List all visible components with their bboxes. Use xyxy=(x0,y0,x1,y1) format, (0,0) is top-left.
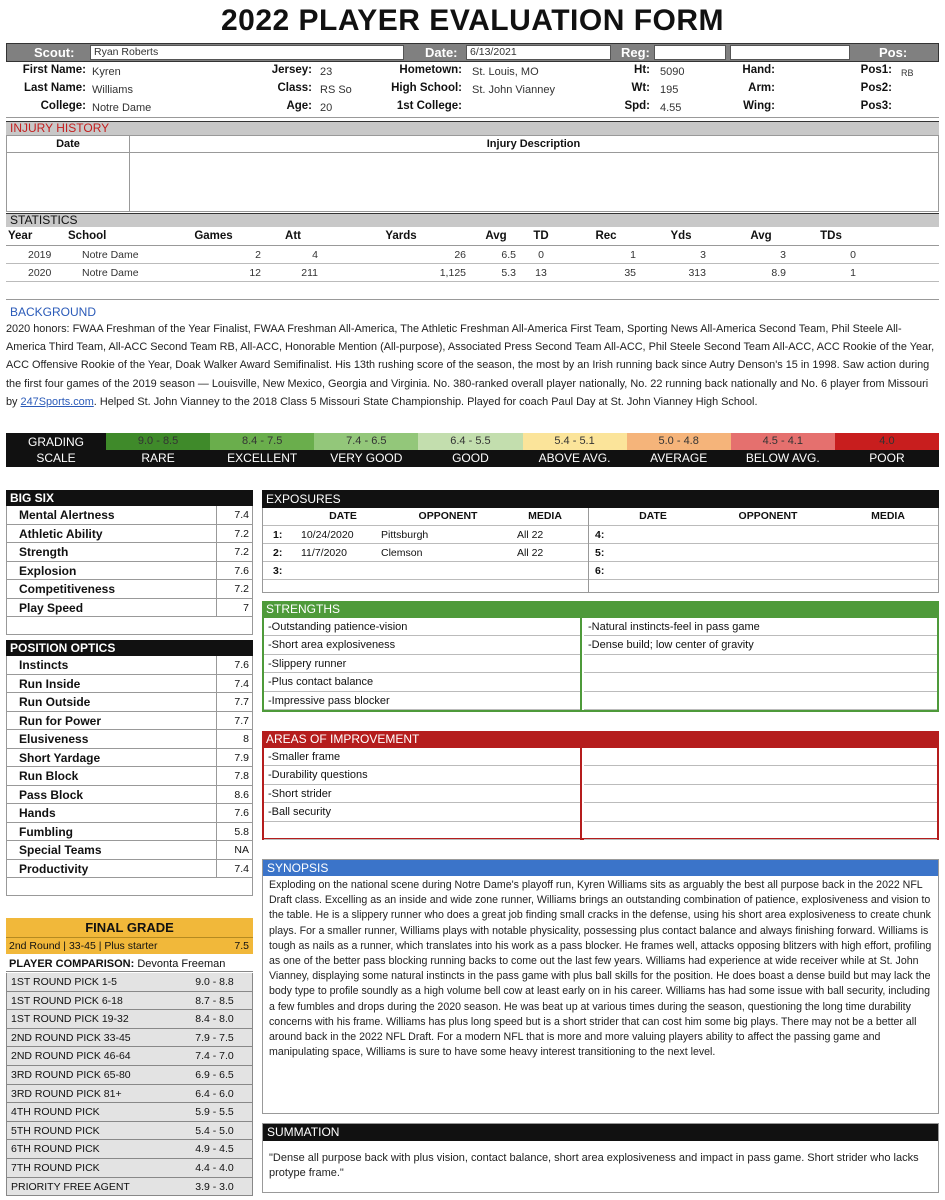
summation-panel xyxy=(262,1123,939,1193)
score-row xyxy=(7,712,252,731)
stats-cell: 35 xyxy=(624,267,636,279)
trait-score: 7.8 xyxy=(234,770,249,782)
first-college-label: 1st College: xyxy=(396,100,462,112)
draft-pick-range: 6.9 - 6.5 xyxy=(195,1068,234,1081)
draft-pick-row xyxy=(7,1085,252,1104)
trait-score: 7.6 xyxy=(234,807,249,819)
stats-cell: Notre Dame xyxy=(82,267,139,279)
trait-name: Elusiveness xyxy=(7,730,217,748)
stats-cell: 26 xyxy=(454,249,466,261)
score-row xyxy=(7,506,252,525)
grade-name: ABOVE AVG. xyxy=(523,450,627,467)
stats-cell: 1 xyxy=(630,249,636,261)
grade-scale-item xyxy=(731,433,835,467)
class-value: RS So xyxy=(320,84,352,96)
trait-name: Run for Power xyxy=(7,712,217,730)
exposure-media: All 22 xyxy=(517,529,544,541)
grade-name: AVERAGE xyxy=(627,450,731,467)
background-text-after: . Helped St. John Vianney to the 2018 Class 5 Missouri State Championship. Played for coach Paul Day at St. John Vianney High School. xyxy=(93,395,758,408)
big-six-panel xyxy=(6,490,253,635)
stats-cell: 313 xyxy=(688,267,706,279)
trait-name: Play Speed xyxy=(7,599,217,617)
position-optics-title: POSITION OPTICS xyxy=(6,640,253,656)
player-comparison-value: Devonta Freeman xyxy=(137,958,226,970)
stats-cell: Notre Dame xyxy=(82,249,139,261)
grade-scale-item xyxy=(210,433,314,467)
draft-pick-round: 4TH ROUND PICK xyxy=(11,1106,100,1119)
reg-label: Reg: xyxy=(621,45,650,60)
stats-cell: 2019 xyxy=(28,249,52,261)
trait-score: 7.2 xyxy=(234,583,249,595)
grade-scale-item xyxy=(314,433,418,467)
grade-scale-item xyxy=(106,433,210,467)
trait-score: NA xyxy=(234,844,249,856)
draft-pick-range: 9.0 - 8.8 xyxy=(195,976,234,988)
reg-field[interactable] xyxy=(654,45,726,60)
draft-pick-round: 7TH ROUND PICK xyxy=(11,1161,100,1174)
stats-cell: 5.3 xyxy=(501,267,516,279)
draft-pick-range: 4.9 - 4.5 xyxy=(195,1143,234,1156)
improvement-item xyxy=(264,822,580,840)
injury-date-header: Date xyxy=(56,138,80,150)
draft-pick-row xyxy=(7,973,252,992)
hometown-value: St. Louis, MO xyxy=(472,66,539,78)
synopsis-text: Exploding on the national scene during Notre Dame's playoff run, Kyren Williams sits as arguably the best all purpose back in the 2022 NFL Draft class. Excelling as an inside and wide zone runner, Williams brings an outstanding combination of patience, explosiveness and vision to the table. He is a slippery runner who does a great job finding small cracks in the defense, using his short area explosiveness to create chunk plays. For a smaller runner, Williams plays with notable physicality, possessing plus contact balance and always finishing forward. Williams is tough as nails as a runner, which translates into his work as a pass blocker. He frames well, attacks opposing blitzers with high effort, profiling as one of the better pass blocking running backs to come out the last few years. Williams had experience at wide receiver while at St. John Vianney, displaying some natural instincts in the pass game with plus ball skills for the position. He does boast a dense build but may lack the body type to profile soundly as a high volume bell cow at least early on in his career. Williams has had some issue with ball security, including a few fumbles and drops during the 2020 season. He was beat up at various times during the season, questioning the long time durability concerns with his frame. Williams has plus long speed but is a short strider that can cost him some big plays. There may not be a better all around back in the 2022 NFL Draft. For a modern NFL that is more and more valuing players ability to affect the passing game and manipulating space, Williams is sure to have some heavy interest transitioning to the next level. xyxy=(269,879,932,1059)
improvement-item: -Smaller frame xyxy=(264,748,580,766)
trait-name: Athletic Ability xyxy=(7,525,217,543)
stats-cell: 3 xyxy=(780,249,786,261)
first-name-value: Kyren xyxy=(92,66,121,78)
player-comparison xyxy=(6,956,253,972)
draft-pick-round: 1ST ROUND PICK 1-5 xyxy=(11,976,117,988)
strengths-item: -Natural instincts-feel in pass game xyxy=(584,618,937,636)
scout-field[interactable]: Ryan Roberts xyxy=(90,45,404,60)
stats-cell: 8.9 xyxy=(771,267,786,279)
strengths-item: -Short area explosiveness xyxy=(264,636,580,654)
stats-cell: 3 xyxy=(700,249,706,261)
exposure-header: MEDIA xyxy=(528,510,562,522)
strengths-item xyxy=(584,692,937,710)
score-row xyxy=(7,543,252,562)
grading-scale-label xyxy=(6,433,106,467)
stats-cell: 12 xyxy=(249,267,261,279)
score-row xyxy=(7,656,252,675)
draft-pick-round: 3RD ROUND PICK 65-80 xyxy=(11,1068,131,1081)
stats-cell: 6.5 xyxy=(501,249,516,261)
pos3-label: Pos3: xyxy=(860,100,892,112)
strengths-item xyxy=(584,655,937,673)
stats-cell: 211 xyxy=(301,267,318,279)
draft-pick-range: 4.4 - 4.0 xyxy=(195,1161,234,1174)
score-row xyxy=(7,767,252,786)
draft-pick-range: 6.4 - 6.0 xyxy=(195,1087,234,1100)
improvement-item xyxy=(584,822,937,840)
high-school-label: High School: xyxy=(391,82,462,94)
stats-header-1: School xyxy=(68,230,107,242)
grade-range: 7.4 - 6.5 xyxy=(314,433,418,450)
improvement-item: -Durability questions xyxy=(264,766,580,784)
pos1-label: Pos1: xyxy=(860,64,892,76)
score-row xyxy=(7,693,252,712)
improvement-item xyxy=(584,785,937,803)
exposure-num: 4: xyxy=(595,529,605,541)
summation-text: "Dense all purpose back with plus vision, contact balance, short area explosiveness and impact in pass game. Short strider who lacks protype frame." xyxy=(269,1152,919,1179)
wing-label: Wing: xyxy=(743,100,775,112)
grading-label-top: GRADING xyxy=(27,435,84,449)
trait-score: 7.4 xyxy=(234,677,249,690)
draft-pick-row xyxy=(7,1010,252,1029)
stats-header-5: Avg xyxy=(485,230,507,242)
improvement-title: AREAS OF IMPROVEMENT xyxy=(262,731,939,748)
trait-score: 7 xyxy=(243,601,249,614)
exposure-num: 6: xyxy=(595,565,605,577)
strengths-item: -Plus contact balance xyxy=(264,673,580,691)
synopsis-panel xyxy=(262,859,939,1114)
draft-pick-table xyxy=(6,973,253,1196)
extra-field[interactable] xyxy=(730,45,850,60)
draft-pick-range: 7.9 - 7.5 xyxy=(195,1031,234,1044)
exposures-panel xyxy=(262,490,939,593)
trait-score: 7.2 xyxy=(234,546,249,558)
injury-table xyxy=(6,135,939,212)
trait-name: Fumbling xyxy=(7,823,217,841)
stats-cell: 0 xyxy=(850,249,856,261)
draft-pick-range: 3.9 - 3.0 xyxy=(195,1180,234,1193)
high-school-value: St. John Vianney xyxy=(472,84,555,96)
grade-name: POOR xyxy=(835,450,939,467)
injury-history-title: INJURY HISTORY xyxy=(6,121,939,135)
stats-header-7: Rec xyxy=(595,230,617,242)
draft-pick-row xyxy=(7,1178,252,1197)
last-name-label: Last Name: xyxy=(24,82,86,94)
score-row xyxy=(7,730,252,749)
jersey-value: 23 xyxy=(320,66,333,78)
trait-score: 7.4 xyxy=(234,862,249,875)
strengths-item: -Slippery runner xyxy=(264,655,580,673)
background-title: BACKGROUND xyxy=(10,305,97,319)
draft-pick-round: 1ST ROUND PICK 6-18 xyxy=(11,994,123,1007)
score-row xyxy=(7,525,252,544)
hand-label: Hand: xyxy=(742,64,775,76)
trait-name: Run Block xyxy=(7,767,217,785)
score-row xyxy=(7,841,252,860)
draft-pick-row xyxy=(7,1103,252,1122)
grading-scale xyxy=(6,433,939,467)
exposure-num: 3: xyxy=(273,565,283,577)
exposure-header: DATE xyxy=(329,510,357,522)
grade-range: 8.4 - 7.5 xyxy=(210,433,314,450)
grade-name: RARE xyxy=(106,450,210,467)
draft-pick-round: 3RD ROUND PICK 81+ xyxy=(11,1087,122,1100)
draft-pick-range: 8.4 - 8.0 xyxy=(195,1013,234,1026)
pos1-value: RB xyxy=(901,68,914,78)
score-row xyxy=(7,823,252,842)
statistics-title: STATISTICS xyxy=(6,213,939,227)
position-optics-panel xyxy=(6,640,253,896)
draft-pick-round: 6TH ROUND PICK xyxy=(11,1143,100,1156)
grade-range: 9.0 - 8.5 xyxy=(106,433,210,450)
date-field[interactable]: 6/13/2021 xyxy=(466,45,611,60)
stats-header-8: Yds xyxy=(670,230,692,242)
exposure-header: OPPONENT xyxy=(738,510,798,522)
strengths-item: -Impressive pass blocker xyxy=(264,692,580,710)
statistics-table xyxy=(6,228,939,300)
college-value: Notre Dame xyxy=(92,102,152,114)
injury-desc-header: Injury Description xyxy=(486,138,581,150)
exposure-header: DATE xyxy=(639,510,667,522)
score-row xyxy=(7,580,252,599)
pos2-label: Pos2: xyxy=(860,82,892,94)
first-name-label: First Name: xyxy=(22,64,86,76)
draft-pick-round: PRIORITY FREE AGENT xyxy=(11,1180,130,1193)
exposures-title: EXPOSURES xyxy=(262,490,939,508)
trait-score: 8 xyxy=(243,733,249,745)
grade-range: 4.5 - 4.1 xyxy=(731,433,835,450)
grade-name: EXCELLENT xyxy=(210,450,314,467)
age-label: Age: xyxy=(286,100,312,112)
trait-name: Instincts xyxy=(7,656,217,674)
exposure-header: MEDIA xyxy=(871,510,905,522)
big-six-title: BIG SIX xyxy=(6,490,253,506)
draft-pick-range: 5.9 - 5.5 xyxy=(195,1106,234,1119)
improvement-item xyxy=(584,803,937,821)
trait-score: 7.7 xyxy=(234,696,249,708)
improvement-panel xyxy=(262,731,939,840)
trait-name: Mental Alertness xyxy=(7,506,217,524)
stats-header-3: Att xyxy=(285,230,301,242)
improvement-item xyxy=(584,748,937,766)
score-row xyxy=(7,860,252,879)
grade-scale-item xyxy=(523,433,627,467)
trait-score: 7.2 xyxy=(234,527,249,540)
draft-pick-row xyxy=(7,1066,252,1085)
stats-header-10: TDs xyxy=(820,230,842,242)
arm-label: Arm: xyxy=(748,82,775,94)
age-value: 20 xyxy=(320,102,333,114)
grade-range: 6.4 - 5.5 xyxy=(418,433,522,450)
ht-label: Ht: xyxy=(634,64,650,76)
draft-pick-round: 2ND ROUND PICK 33-45 xyxy=(11,1031,131,1044)
stats-cell: 1 xyxy=(850,267,856,279)
background-text xyxy=(6,320,939,432)
final-grade-row xyxy=(6,937,253,954)
draft-pick-range: 7.4 - 7.0 xyxy=(195,1050,234,1063)
score-row xyxy=(7,562,252,581)
stats-cell: 4 xyxy=(312,249,318,261)
strengths-item: -Dense build; low center of gravity xyxy=(584,636,937,654)
grade-name: BELOW AVG. xyxy=(731,450,835,467)
draft-pick-row xyxy=(7,1159,252,1178)
summation-title: SUMMATION xyxy=(263,1124,938,1141)
trait-name: Short Yardage xyxy=(7,749,217,767)
draft-pick-range: 5.4 - 5.0 xyxy=(195,1124,234,1137)
spd-value: 4.55 xyxy=(660,102,682,114)
draft-pick-round: 5TH ROUND PICK xyxy=(11,1124,100,1137)
improvement-item xyxy=(584,766,937,784)
grade-range: 4.0 xyxy=(835,433,939,450)
trait-score: 7.6 xyxy=(234,564,249,577)
strengths-title: STRENGTHS xyxy=(262,601,939,618)
improvement-item: -Ball security xyxy=(264,803,580,821)
trait-score: 7.9 xyxy=(234,751,249,764)
draft-pick-row xyxy=(7,1047,252,1066)
last-name-value: Williams xyxy=(92,84,133,96)
draft-pick-range: 8.7 - 8.5 xyxy=(195,994,234,1007)
stats-cell: 13 xyxy=(535,267,547,279)
draft-pick-round: 1ST ROUND PICK 19-32 xyxy=(11,1013,129,1026)
grading-label-bottom: SCALE xyxy=(36,451,76,465)
trait-name: Run Outside xyxy=(7,693,217,711)
hometown-label: Hometown: xyxy=(399,64,462,76)
stats-cell: 2020 xyxy=(28,267,52,279)
stats-cell: 0 xyxy=(538,249,544,261)
stats-cell: 1,125 xyxy=(439,267,466,279)
scout-label: Scout: xyxy=(34,45,75,60)
exposure-num: 2: xyxy=(273,547,283,559)
draft-pick-row xyxy=(7,1140,252,1159)
exposure-num: 5: xyxy=(595,547,605,559)
class-label: Class: xyxy=(277,82,312,94)
draft-pick-row xyxy=(7,1122,252,1141)
draft-pick-row xyxy=(7,992,252,1011)
improvement-item: -Short strider xyxy=(264,785,580,803)
stats-header-0: Year xyxy=(8,230,33,242)
stats-header-4: Yards xyxy=(385,230,417,242)
spd-label: Spd: xyxy=(624,100,650,112)
page-title: 2022 PLAYER EVALUATION FORM xyxy=(220,4,725,37)
exposure-date: 10/24/2020 xyxy=(301,529,354,541)
jersey-label: Jersey: xyxy=(271,64,312,76)
grade-range: 5.0 - 4.8 xyxy=(627,433,731,450)
strengths-item: -Outstanding patience-vision xyxy=(264,618,580,636)
final-grade-title: FINAL GRADE xyxy=(6,918,253,937)
score-row xyxy=(7,675,252,694)
background-text-before: 2020 honors: FWAA Freshman of the Year Finalist, FWAA Freshman All-America, The Athletic Freshman All-America First Team, Sporting News All-America Second Team, Phil Steele All-America Third Team, All-ACC Second Team RB, All-ACC, Honorable Mention (All-purpose), Associated Press Second Team All-ACC, Phil Steele Second Team All-ACC, ACC Rookie of the Year, ACC Offensive Rookie of the Year, Doak Walker Award Semifinalist. His 13th rushing score of the season, the most by an Irish running back since Autry Denson's 15 in 1998. Saw action during the first four games of the 2019 season — Louisville, New Mexico, Georgia and Virginia. No. 380-ranked overall player nationally, No. 22 running back nationally and No. 6 player from Missouri by xyxy=(6,323,935,408)
grade-range: 5.4 - 5.1 xyxy=(523,433,627,450)
trait-name: Competitiveness xyxy=(7,580,217,598)
final-grade-score: 7.5 xyxy=(234,940,249,952)
grade-scale-item xyxy=(418,433,522,467)
wt-label: Wt: xyxy=(631,82,650,94)
strengths-item xyxy=(584,673,937,691)
draft-pick-round: 2ND ROUND PICK 46-64 xyxy=(11,1050,131,1063)
exposure-header: OPPONENT xyxy=(418,510,478,522)
stats-header-9: Avg xyxy=(750,230,772,242)
trait-name: Productivity xyxy=(7,860,217,878)
score-row xyxy=(7,804,252,823)
trait-score: 7.4 xyxy=(234,509,249,521)
pos-label: Pos: xyxy=(879,45,908,60)
trait-score: 8.6 xyxy=(234,788,249,801)
trait-score: 7.7 xyxy=(234,714,249,727)
trait-name: Special Teams xyxy=(7,841,217,859)
score-row xyxy=(7,749,252,768)
exposure-media: All 22 xyxy=(517,547,544,559)
wt-value: 195 xyxy=(660,84,679,96)
grade-name: VERY GOOD xyxy=(314,450,418,467)
ht-value: 5090 xyxy=(660,66,685,78)
strengths-panel xyxy=(262,601,939,712)
grade-scale-item xyxy=(627,433,731,467)
exposure-num: 1: xyxy=(273,529,283,541)
final-grade-value: 2nd Round | 33-45 | Plus starter xyxy=(9,940,158,952)
stats-cell: 2 xyxy=(255,249,261,261)
grade-name: GOOD xyxy=(418,450,522,467)
trait-name: Pass Block xyxy=(7,786,217,804)
draft-pick-row xyxy=(7,1029,252,1048)
trait-name: Explosion xyxy=(7,562,217,580)
exposure-date: 11/7/2020 xyxy=(301,547,347,559)
stats-header-6: TD xyxy=(533,230,549,242)
stats-header-2: Games xyxy=(194,230,233,242)
score-row xyxy=(7,599,252,618)
trait-name: Run Inside xyxy=(7,675,217,693)
player-comparison-label: PLAYER COMPARISON: xyxy=(9,958,135,970)
trait-score: 5.8 xyxy=(234,825,249,838)
247sports-link[interactable]: 247Sports.com xyxy=(20,395,94,408)
trait-name: Hands xyxy=(7,804,217,822)
trait-name: Strength xyxy=(7,543,217,561)
synopsis-title: SYNOPSIS xyxy=(263,860,938,876)
exposure-opponent: Pittsburgh xyxy=(381,529,429,541)
trait-score: 7.6 xyxy=(234,659,249,671)
score-row xyxy=(7,786,252,805)
grade-scale-item xyxy=(835,433,939,467)
date-label: Date: xyxy=(425,45,458,60)
exposure-opponent: Clemson xyxy=(381,547,423,559)
college-label: College: xyxy=(40,100,86,112)
